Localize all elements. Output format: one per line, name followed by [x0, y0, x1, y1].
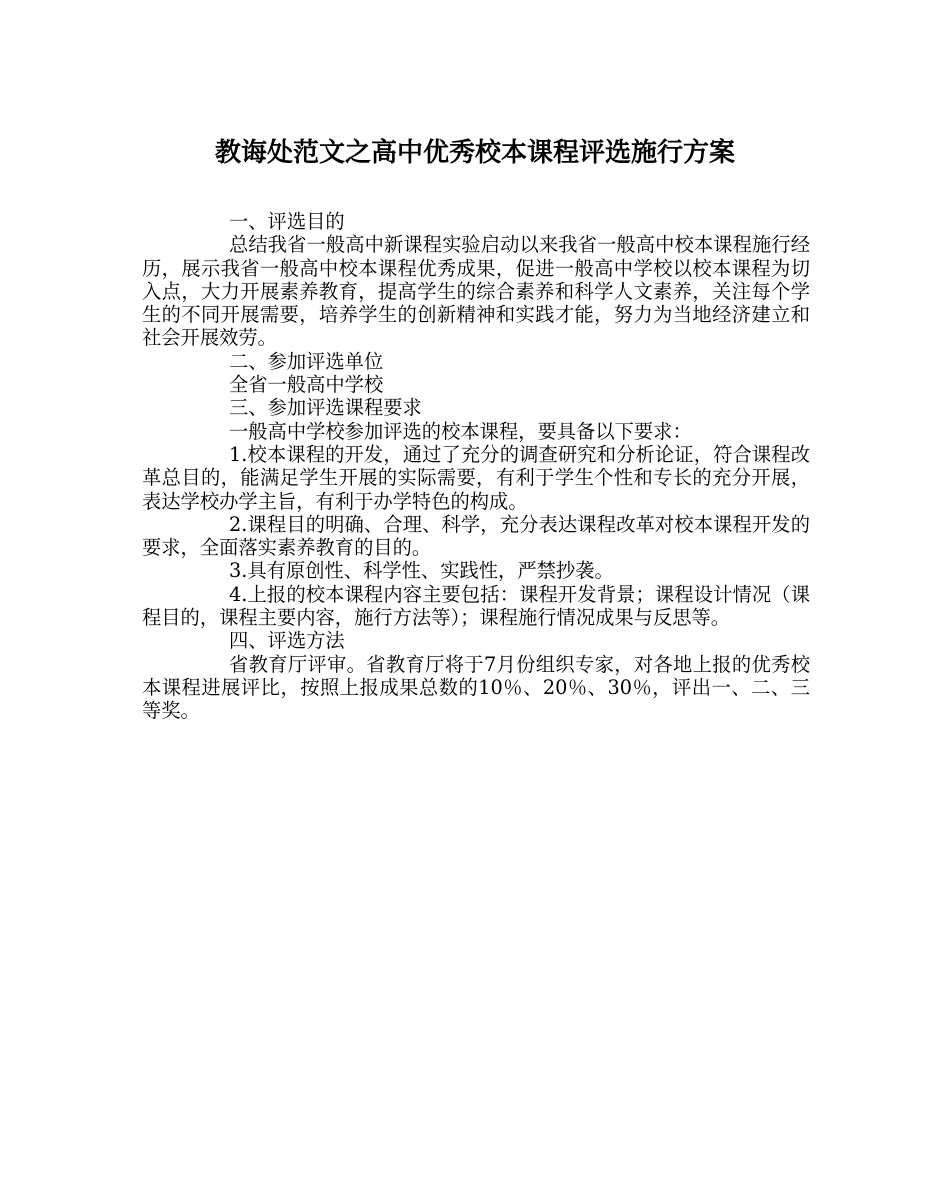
document-title: 教诲处范文之高中优秀校本课程评选施行方案 [214, 138, 735, 168]
paragraph-purpose: 总结我省一般高中新课程实验启动以来我省一般高中校本课程施行经历，展示我省一般高中校本课程优秀成果，促进一般高中学校以校本课程为切入点，大力开展素养教育，提高学生的综合素养和科学人文素养，关注每个学生的不同开展需要，培养学生的创新精神和实践才能，努力为当地经济建立和社会开展效劳。 [142, 233, 810, 350]
paragraph-participants: 全省一般高中学校 [229, 373, 384, 397]
section-heading-method: 四、评选方法 [229, 629, 345, 653]
paragraph-method: 省教育厅评审。省教育厅将于7月份组织专家，对各地上报的优秀校本课程进展评比，按照上报成果总数的10％、20％、30％，评出一、二、三等奖。 [142, 652, 810, 723]
requirement-item-4: 4.上报的校本课程内容主要包括：课程开发背景；课程设计情况（课程目的，课程主要内容，施行方法等）；课程施行情况成果与反思等。 [142, 582, 810, 630]
paragraph-requirements-intro: 一般高中学校参加评选的校本课程，要具备以下要求： [229, 419, 692, 443]
section-heading-requirements: 三、参加评选课程要求 [229, 396, 422, 420]
document-body [142, 210, 810, 723]
section-heading-purpose: 一、评选目的 [229, 210, 345, 233]
section-heading-participants: 二、参加评选单位 [229, 349, 384, 373]
requirement-item-3: 3.具有原创性、科学性、实践性，严禁抄袭。 [229, 559, 614, 583]
requirement-item-1: 1.校本课程的开发，通过了充分的调查研究和分析论证，符合课程改革总目的，能满足学生开展的实际需要，有利于学生个性和专长的充分开展，表达学校办学主旨，有利于办学特色的构成。 [142, 442, 810, 513]
requirement-item-2: 2.课程目的明确、合理、科学，充分表达课程改革对校本课程开发的要求，全面落实素养教育的目的。 [142, 512, 810, 560]
